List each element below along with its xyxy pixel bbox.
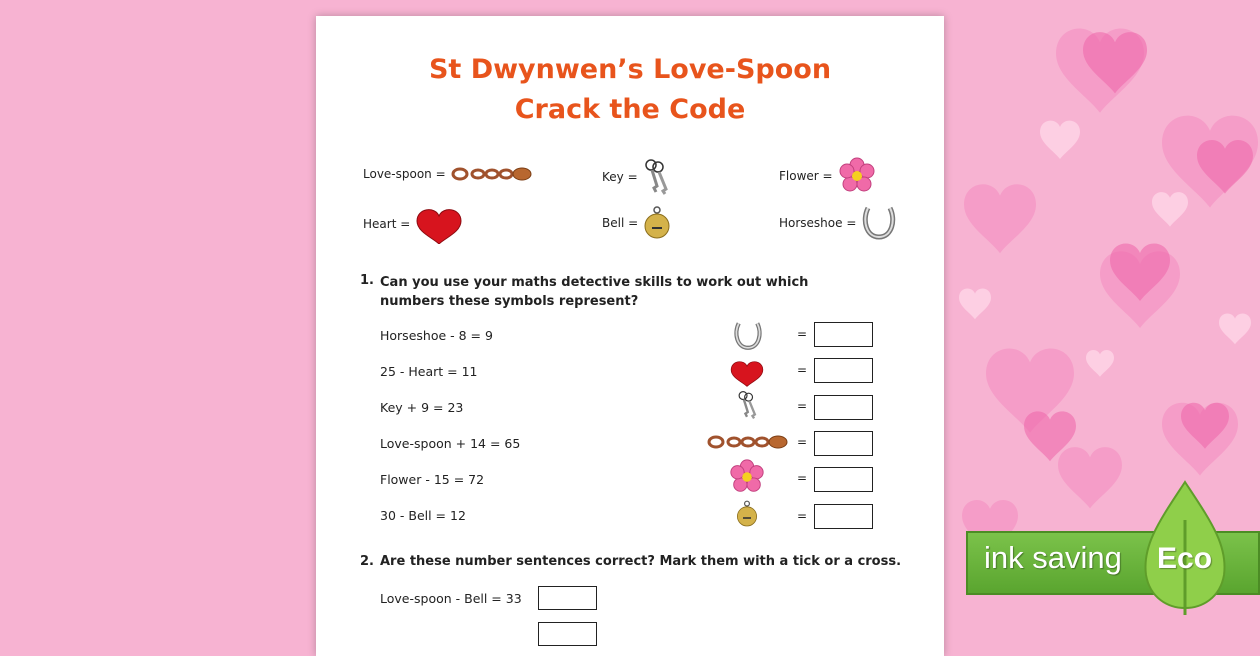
legend-label: Heart =: [363, 217, 411, 231]
love-spoon-icon: [706, 432, 788, 452]
tick-cross-box-2[interactable]: [538, 622, 597, 646]
title-line-2: Crack the Code: [514, 94, 746, 125]
heart-icon: [729, 357, 765, 387]
legend-label: Bell =: [602, 216, 639, 230]
equals-sign: =: [797, 509, 808, 523]
legend-love-spoon: [363, 164, 532, 184]
horseshoe-icon: [732, 320, 764, 352]
worksheet: [316, 16, 944, 656]
answer-box-3[interactable]: [814, 395, 873, 420]
bell-icon: [735, 498, 759, 530]
question-text: Can you use your maths detective skills to work out which numbers these symbols represent?: [380, 275, 809, 309]
question-text: Are these number sentences correct? Mark them with a tick or a cross.: [380, 554, 902, 569]
q2-row-1-text: Love-spoon - Bell = 33: [380, 591, 522, 606]
ink-saving-label: ink saving: [984, 540, 1122, 575]
legend-bell: [602, 204, 672, 242]
q1-row-4-text: Love-spoon + 14 = 65: [380, 436, 521, 451]
legend-label: Love-spoon =: [363, 167, 446, 181]
flower-icon: [728, 458, 766, 496]
question-2: [360, 554, 920, 569]
equals-sign: =: [797, 399, 808, 413]
answer-box-6[interactable]: [814, 504, 873, 529]
legend-label: Flower =: [779, 169, 833, 183]
q1-row-3-text: Key + 9 = 23: [380, 400, 464, 415]
q1-row-1-text: Horseshoe - 8 = 9: [380, 328, 493, 343]
answer-box-5[interactable]: [814, 467, 873, 492]
heart-icon: [414, 204, 464, 244]
key-icon: [736, 390, 758, 420]
q1-row-2-text: 25 - Heart = 11: [380, 364, 478, 379]
question-number: 2.: [360, 554, 374, 569]
question-number: 1.: [360, 273, 374, 288]
question-1: [360, 273, 880, 311]
answer-box-2[interactable]: [814, 358, 873, 383]
legend-label: Horseshoe =: [779, 216, 857, 230]
equals-sign: =: [797, 363, 808, 377]
title-line-1: St Dwynwen’s Love-Spoon: [428, 54, 832, 85]
equals-sign: =: [797, 471, 808, 485]
eco-label: Eco: [1157, 542, 1213, 575]
tick-cross-box-1[interactable]: [538, 586, 597, 610]
answer-box-4[interactable]: [814, 431, 873, 456]
flower-icon: [837, 156, 877, 196]
legend-heart: [363, 204, 464, 244]
legend-flower: [779, 156, 877, 196]
legend-key: [602, 158, 670, 196]
q1-row-6-text: 30 - Bell = 12: [380, 508, 466, 523]
legend-horseshoe: [779, 204, 898, 242]
bell-icon: [642, 204, 672, 242]
love-spoon-icon: [450, 164, 532, 184]
equals-sign: =: [797, 435, 808, 449]
horseshoe-icon: [860, 204, 898, 242]
equals-sign: =: [797, 327, 808, 341]
legend-label: Key =: [602, 170, 638, 184]
answer-box-1[interactable]: [814, 322, 873, 347]
key-icon: [642, 158, 670, 196]
q1-row-5-text: Flower - 15 = 72: [380, 472, 485, 487]
